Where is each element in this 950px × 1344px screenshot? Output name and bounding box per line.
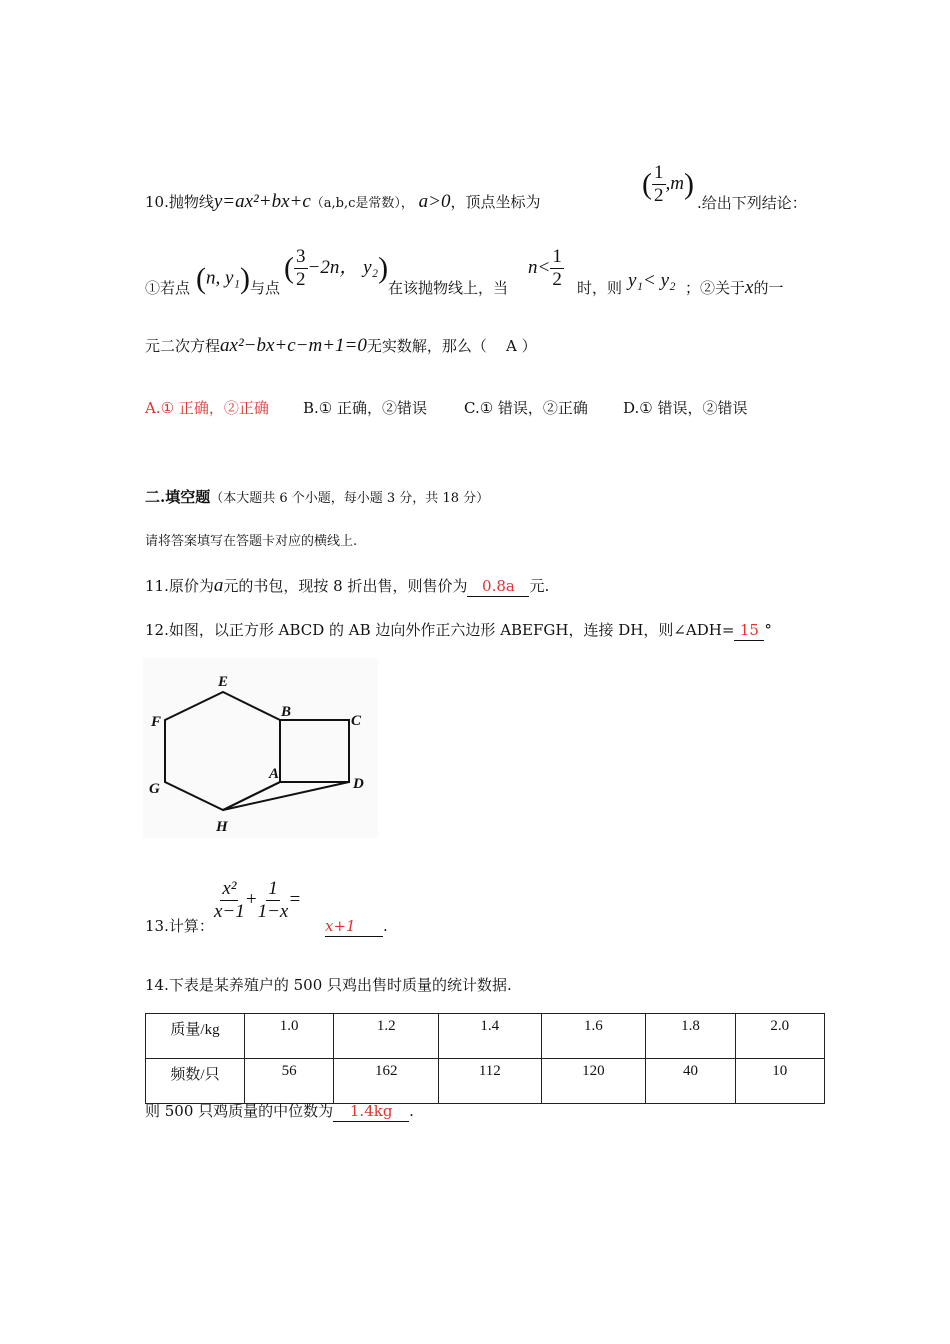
- q11-answer: 0.8a: [467, 576, 529, 597]
- q10-prefix: 10.抛物线: [145, 193, 214, 211]
- table-cell: 1.4: [439, 1014, 541, 1059]
- table-cell: 162: [334, 1059, 439, 1104]
- q12: [145, 620, 772, 641]
- q12-text: 12.如图，以正方形 ABCD 的 AB 边向外作正六边形 ABEFGH，连接 DH，则∠ADH=: [145, 621, 735, 639]
- n-num: 1: [552, 246, 562, 267]
- line3-b: 无实数解，那么（: [366, 337, 487, 355]
- vertex-m: ,m: [665, 173, 684, 194]
- q13-end: .: [383, 917, 388, 935]
- line2-f: 的一: [753, 279, 784, 297]
- line2-e: ；②关于: [685, 279, 746, 297]
- table-cell: 1.2: [334, 1014, 439, 1059]
- f1-den: x−1: [214, 901, 245, 922]
- q14-answer: 1.4kg: [333, 1101, 409, 1122]
- p2-num: 3: [296, 246, 306, 267]
- vertex-num: 1: [654, 162, 664, 183]
- q11: [145, 576, 549, 597]
- q10-line3: [145, 336, 537, 356]
- equals-sign: =: [288, 889, 302, 910]
- table-cell: 1.6: [541, 1014, 646, 1059]
- p2-den: 2: [296, 269, 306, 290]
- table-header-frequency: 频数/只: [146, 1059, 245, 1104]
- label-f: F: [151, 714, 162, 730]
- option-b: B.① 正确，②错误: [303, 399, 428, 417]
- table-header-mass: 质量/kg: [146, 1014, 245, 1059]
- stats-table: [145, 1013, 825, 1104]
- q10-tail: .给出下列结论：: [697, 194, 807, 212]
- q11-text-b: 元的书包，现按 8 折出售，则售价为: [223, 577, 468, 595]
- table-cell: 2.0: [735, 1014, 824, 1059]
- q13-expression: [214, 878, 301, 923]
- q11-text-a: 11.原价为: [145, 577, 214, 595]
- q12-unit: °: [764, 621, 772, 639]
- q13-answer: x+1: [325, 916, 383, 937]
- label-c: C: [351, 713, 362, 729]
- q10-point1: (n, y₁): [196, 262, 251, 295]
- q10-condition: a>0: [418, 191, 451, 212]
- q12-answer: 15: [734, 620, 764, 641]
- table-cell: 40: [646, 1059, 735, 1104]
- q10-line1: [145, 192, 541, 214]
- label-h: H: [216, 819, 228, 835]
- label-d: D: [353, 776, 364, 792]
- section2-note: （本大题共 6 个小题，每小题 3 分，共 18 分）: [210, 491, 490, 506]
- n-lt: n<: [528, 257, 551, 278]
- label-e: E: [218, 674, 229, 690]
- q13-answer-line: [325, 916, 388, 937]
- table-cell: 120: [541, 1059, 646, 1104]
- label-a: A: [269, 766, 280, 782]
- table-cell: 1.0: [245, 1014, 334, 1059]
- f2-den: 1−x: [257, 901, 289, 922]
- table-cell: 10: [735, 1059, 824, 1104]
- q10-equation: y=ax²+bx+c: [213, 191, 311, 212]
- q10-line2-b: 与点: [250, 279, 281, 297]
- q11-var: a: [213, 575, 224, 596]
- plus-sign: +: [244, 889, 258, 910]
- q10-point2: ( $\frac{3}{2}$ −2n， y₂): [284, 246, 389, 290]
- option-c: C.① 错误，②正确: [464, 399, 588, 417]
- q10-params: （a,b,c是常数），: [310, 196, 414, 211]
- f1-num: x²: [222, 878, 237, 899]
- x-var: x: [745, 277, 754, 298]
- label-g: G: [149, 781, 160, 797]
- vertex-den: 2: [654, 185, 664, 206]
- q11-text-c: 元.: [529, 577, 550, 595]
- q14-result: [145, 1101, 414, 1122]
- q14-result-a: 则 500 只鸡质量的中位数为: [145, 1102, 334, 1120]
- point1-text: n, y₁: [206, 267, 241, 289]
- n-den: 2: [552, 269, 562, 290]
- q10-line2-a: ①若点: [145, 279, 191, 297]
- q14-result-b: .: [409, 1102, 414, 1120]
- line3-c: ）: [521, 337, 537, 355]
- table-row-frequency: [146, 1059, 825, 1104]
- table-cell: 1.8: [646, 1014, 735, 1059]
- label-b: B: [281, 704, 292, 720]
- f2-num: 1: [268, 878, 278, 899]
- q10-vertex: ( $\frac{1}{2}$ ,m): [642, 162, 694, 206]
- q10-answer: A: [505, 337, 517, 355]
- table-cell: 112: [439, 1059, 541, 1104]
- q10-equation2: ax²−bx+c−m+1=0: [220, 335, 367, 356]
- p2-rest: −2n， y₂: [307, 257, 379, 278]
- q10-n-condition: [528, 246, 564, 291]
- q10-line2-c: 在该抛物线上，当: [388, 279, 509, 297]
- q10-line2-d: 时，则: [577, 279, 623, 297]
- section2-header: [145, 487, 489, 509]
- option-d: D.① 错误，②错误: [623, 399, 748, 417]
- hexagon-square-figure: [143, 658, 378, 838]
- section2-title: 二.填空题: [145, 488, 211, 506]
- q10-vertex-text: ，顶点坐标为: [450, 193, 541, 211]
- section2-instruction: 请将答案填写在答题卡对应的横线上.: [145, 534, 358, 549]
- q13-prefix: 13.计算：: [145, 917, 214, 935]
- q10-line2-e: [685, 278, 783, 298]
- line3-a: 元二次方程: [145, 337, 221, 355]
- table-row-mass: [146, 1014, 825, 1059]
- q10-y-compare: y₁< y₂: [628, 270, 676, 291]
- table-cell: 56: [245, 1059, 334, 1104]
- option-a: A.① 正确，②正确: [145, 399, 269, 417]
- q14-intro: 14.下表是某养殖户的 500 只鸡出售时质量的统计数据.: [145, 976, 512, 994]
